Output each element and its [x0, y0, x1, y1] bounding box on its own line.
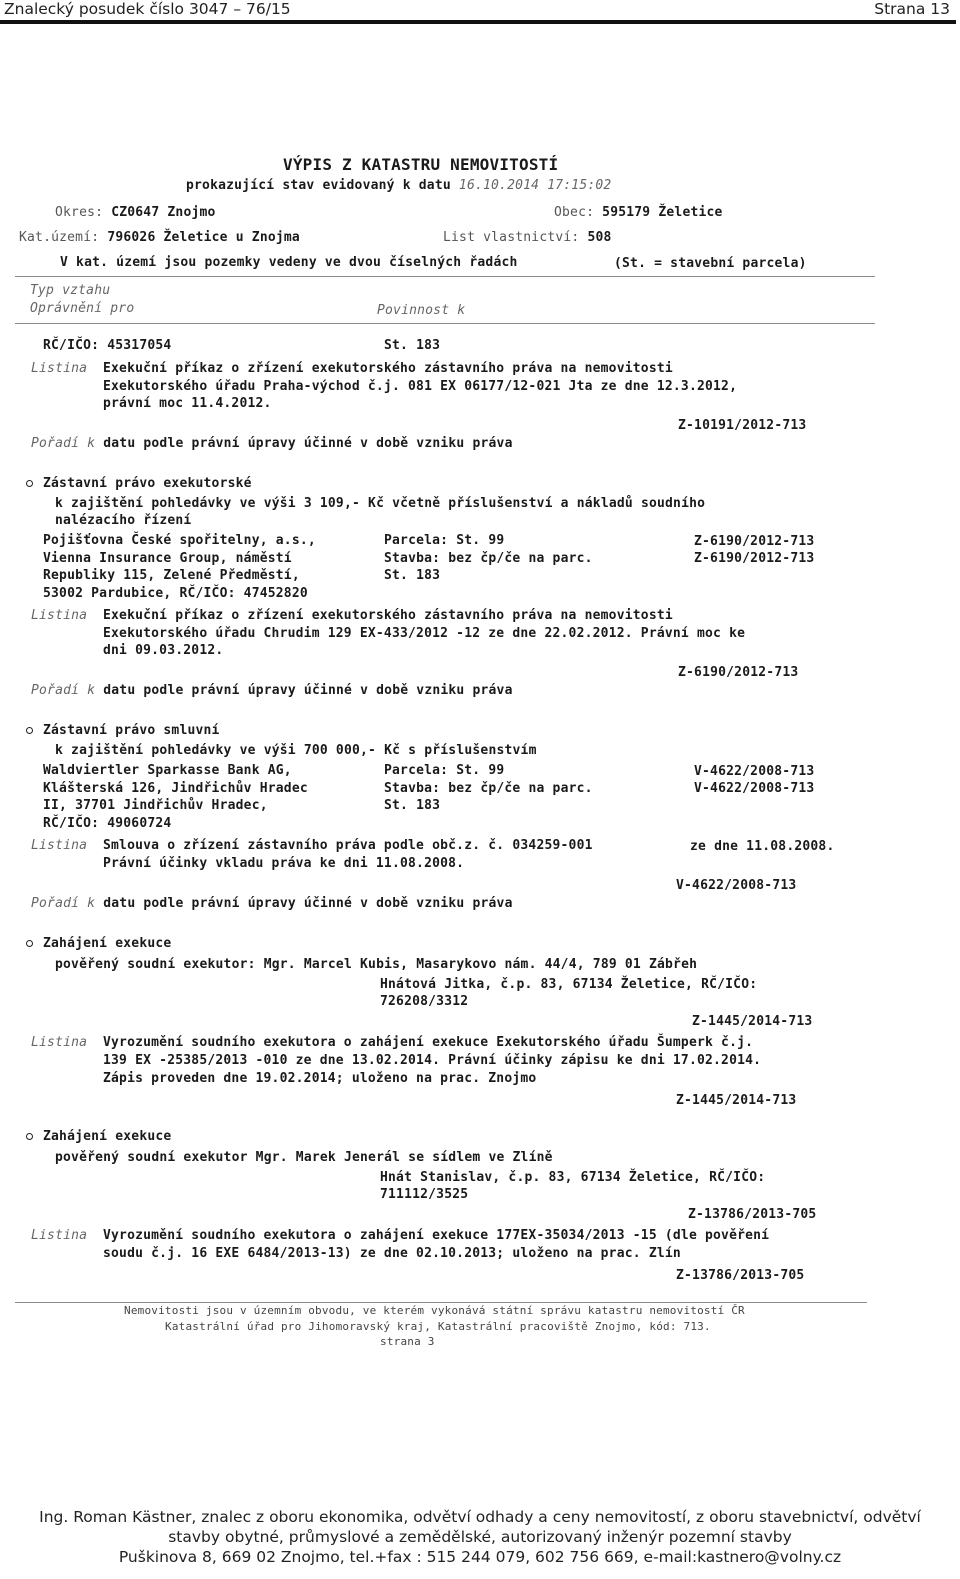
poradi-text: datu podle právní úpravy účinné v době vzniku práva [103, 436, 513, 451]
entry-line: k zajištění pohledávky ve výši 700 000,- Kč s příslušenstvím [55, 743, 537, 758]
header-rule [0, 20, 956, 24]
obec-label: Obec: [554, 205, 595, 220]
obec-row [554, 205, 723, 220]
lv-value: 508 [587, 230, 612, 245]
pozemky-note: V kat. území jsou pozemky vedeny ve dvou číselných řadách [60, 255, 518, 270]
rc-row [43, 338, 171, 353]
bullet-icon [26, 727, 33, 734]
listina-line: Zápis proveden dne 19.02.2014; uloženo na prac. Znojmo [103, 1071, 537, 1086]
rc-label: RČ/IČO: [43, 338, 100, 353]
poradi-label: Pořadí k [31, 436, 96, 451]
poradi-label: Pořadí k [31, 896, 96, 911]
subtitle-date: 16.10.2014 17:15:02 [458, 178, 612, 193]
poradi-label: Pořadí k [31, 683, 96, 698]
page-header-left: Znalecký posudek číslo 3047 – 76/15 [4, 0, 291, 18]
lv-label: List vlastnictví: [443, 230, 580, 245]
page-footer-line: Puškinova 8, 669 02 Znojmo, tel.+fax : 515 244 079, 602 756 669, e-mail:kastnero@volny.cz [118, 1548, 842, 1566]
entry-line: nalézacího řízení [55, 513, 192, 528]
lv-row [443, 230, 612, 245]
record-number: V-4622/2008-713 [676, 878, 797, 893]
povinnost-label: Povinnost k [377, 303, 466, 318]
entry-title: Zástavní právo smluvní [43, 723, 220, 738]
rc-value: 45317054 [107, 338, 172, 353]
poradi-row [31, 896, 513, 911]
page-footer-line: stavby obytné, průmyslové a zemědělské, autorizovaný inženýr pozemní stavby [168, 1528, 792, 1546]
listina-line: 139 EX -25385/2013 -010 ze dne 13.02.2014. Právní účinky zápisu ke dni 17.02.2014. [103, 1053, 762, 1068]
record-number: Z-10191/2012-713 [678, 418, 807, 433]
bullet-icon [26, 940, 33, 947]
poradi-text: datu podle právní úpravy účinné v době vzniku práva [103, 896, 513, 911]
listina-line: Exekuční příkaz o zřízení exekutorského zástavního práva na nemovitosti [103, 361, 673, 376]
poradi-text: datu podle právní úpravy účinné v době vzniku práva [103, 683, 513, 698]
listina-line: Smlouva o zřízení zástavního práva podle obč.z. č. 034259-001 [103, 838, 593, 853]
extract-footer-line: Nemovitosti jsou v územním obvodu, ve kterém vykonává státní správu katastru nemovitostí ČR [124, 1304, 745, 1317]
bullet-icon [26, 1133, 33, 1140]
parcel-st: St. 183 [384, 338, 441, 353]
entry-title: Zahájení exekuce [43, 936, 172, 951]
entry-line: pověřený soudní exekutor: Mgr. Marcel Kubis, Masarykovo nám. 44/4, 789 01 Zábřeh [55, 957, 698, 972]
listina-line: Exekutorského úřadu Chrudim 129 EX-433/2012 -12 ze dne 22.02.2012. Právní moc ke [103, 626, 746, 641]
parcel-line: St. 183 [384, 568, 441, 583]
section-rule [15, 276, 875, 277]
record-number: Z-13786/2013-705 [688, 1207, 817, 1222]
record-number: V-4622/2008-713 [694, 781, 815, 796]
listina-line: Vyrozumění soudního exekutora o zahájení exekuce Exekutorského úřadu Šumperk č.j. [103, 1035, 754, 1050]
katuz-value: 796026 Želetice u Znojma [107, 230, 300, 245]
listina-date: ze dne 11.08.2008. [690, 839, 835, 854]
section-rule [15, 1302, 867, 1303]
creditor-line: RČ/IČO: 49060724 [43, 816, 172, 831]
listina-line: Právní účinky vkladu práva ke dni 11.08.2008. [103, 856, 465, 871]
creditor-line: Republiky 115, Zelené Předměstí, [43, 568, 300, 583]
entry-line: Hnátová Jitka, č.p. 83, 67134 Želetice, RČ/IČO: [380, 977, 758, 992]
listina-label: Listina [31, 1035, 88, 1050]
bullet-icon [26, 480, 33, 487]
entry-line: Hnát Stanislav, č.p. 83, 67134 Želetice, RČ/IČO: [380, 1170, 766, 1185]
record-number: Z-6190/2012-713 [678, 665, 799, 680]
okres-row [55, 205, 216, 220]
parcel-line: Stavba: bez čp/če na parc. [384, 781, 593, 796]
listina-line: soudu č.j. 16 EXE 6484/2013-13) ze dne 02.10.2013; uloženo na prac. Zlín [103, 1246, 681, 1261]
extract-footer-line: Katastrální úřad pro Jihomoravský kraj, Katastrální pracoviště Znojmo, kód: 713. [165, 1320, 711, 1333]
creditor-line: Waldviertler Sparkasse Bank AG, [43, 763, 292, 778]
creditor-line: Pojišťovna České spořitelny, a.s., [43, 533, 316, 548]
pozemky-note-2: (St. = stavební parcela) [614, 256, 807, 271]
parcel-line: Stavba: bez čp/če na parc. [384, 551, 593, 566]
subtitle-label: prokazující stav evidovaný k datu [186, 178, 451, 193]
record-number: Z-6190/2012-713 [694, 534, 815, 549]
listina-line: dni 09.03.2012. [103, 643, 224, 658]
okres-label: Okres: [55, 205, 104, 220]
katuz-row [19, 230, 300, 245]
creditor-line: Vienna Insurance Group, náměstí [43, 551, 292, 566]
extract-page-number: strana 3 [380, 1335, 435, 1348]
listina-label: Listina [31, 361, 88, 376]
entry-line: k zajištění pohledávky ve výši 3 109,- Kč včetně příslušenství a nákladů soudního [55, 496, 706, 511]
listina-line: Exekuční příkaz o zřízení exekutorského zástavního práva na nemovitosti [103, 608, 673, 623]
page-footer-line: Ing. Roman Kästner, znalec z oboru ekonomika, odvětví odhady a ceny nemovitostí, z oboru stavebnictví, odvětví [39, 1508, 921, 1526]
record-number: Z-6190/2012-713 [694, 551, 815, 566]
creditor-line: II, 37701 Jindřichův Hradec, [43, 798, 268, 813]
page-header-right: Strana 13 [874, 0, 950, 18]
entry-line: pověřený soudní exekutor Mgr. Marek Jenerál se sídlem ve Zlíně [55, 1150, 553, 1165]
section-rule [15, 323, 875, 324]
extract-subtitle [186, 178, 611, 193]
record-number: V-4622/2008-713 [694, 764, 815, 779]
poradi-row [31, 683, 513, 698]
typ-vztahu-label: Typ vztahu [30, 283, 111, 298]
record-number: Z-1445/2014-713 [676, 1093, 797, 1108]
parcel-line: St. 183 [384, 798, 441, 813]
poradi-row [31, 436, 513, 451]
extract-title: VÝPIS Z KATASTRU NEMOVITOSTÍ [283, 155, 559, 174]
creditor-line: 53002 Pardubice, RČ/IČO: 47452820 [43, 586, 308, 601]
creditor-line: Klášterská 126, Jindřichův Hradec [43, 781, 308, 796]
record-number: Z-1445/2014-713 [692, 1014, 813, 1029]
opravneni-label: Oprávnění pro [30, 301, 135, 316]
obec-value: 595179 Želetice [602, 205, 723, 220]
listina-label: Listina [31, 608, 88, 623]
entry-line: 711112/3525 [380, 1187, 469, 1202]
listina-line: Vyrozumění soudního exekutora o zahájení exekuce 177EX-35034/2013 -15 (dle pověření [103, 1228, 770, 1243]
record-number: Z-13786/2013-705 [676, 1268, 805, 1283]
parcel-line: Parcela: St. 99 [384, 533, 505, 548]
parcel-line: Parcela: St. 99 [384, 763, 505, 778]
entry-line: 726208/3312 [380, 994, 469, 1009]
katuz-label: Kat.území: [19, 230, 100, 245]
entry-title: Zástavní právo exekutorské [43, 476, 252, 491]
listina-line: Exekutorského úřadu Praha-východ č.j. 081 EX 06177/12-021 Jta ze dne 12.3.2012, [103, 379, 738, 394]
entry-title: Zahájení exekuce [43, 1129, 172, 1144]
listina-line: právní moc 11.4.2012. [103, 396, 272, 411]
listina-label: Listina [31, 1228, 88, 1243]
okres-value: CZ0647 Znojmo [111, 205, 216, 220]
listina-label: Listina [31, 838, 88, 853]
